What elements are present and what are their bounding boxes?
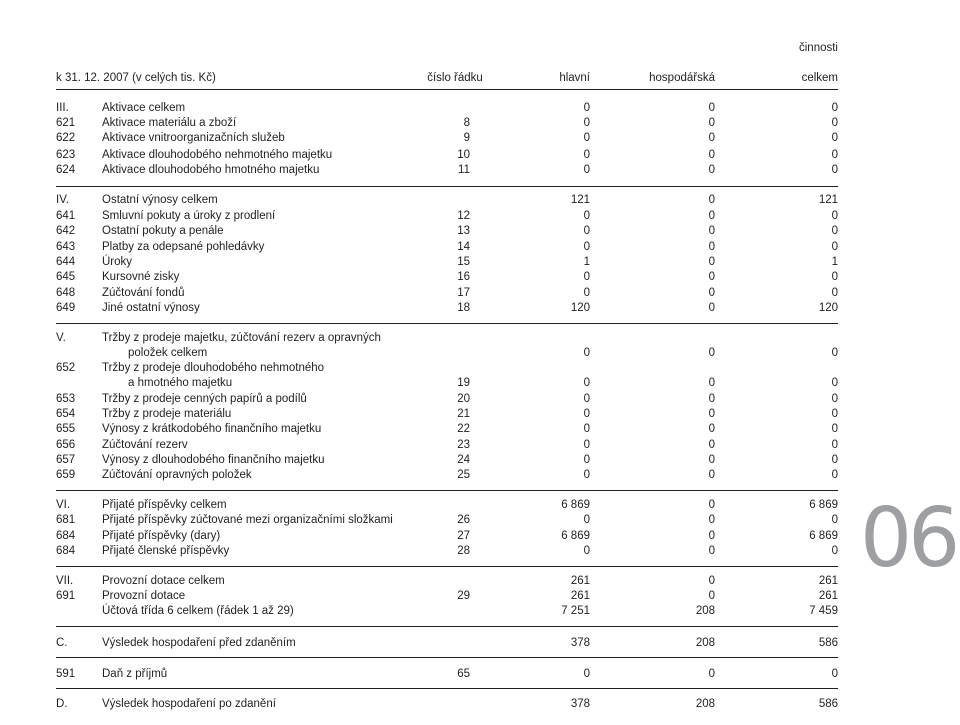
row-code: 644 bbox=[56, 256, 76, 268]
row-main: 0 bbox=[583, 377, 590, 389]
row-total: 0 bbox=[831, 377, 838, 389]
row-econ: 0 bbox=[708, 287, 715, 299]
row-code: 653 bbox=[56, 393, 76, 405]
row-econ: 208 bbox=[695, 605, 715, 617]
row-code: IV. bbox=[56, 194, 70, 206]
row-number: 18 bbox=[457, 302, 470, 314]
row-code: 624 bbox=[56, 164, 76, 176]
row-econ: 0 bbox=[708, 117, 715, 129]
row-main: 0 bbox=[583, 210, 590, 222]
row-total: 120 bbox=[818, 302, 838, 314]
row-main: 378 bbox=[570, 637, 590, 649]
row-main: 261 bbox=[570, 590, 590, 602]
row-label: Kursovné zisky bbox=[102, 271, 180, 283]
row-econ: 0 bbox=[708, 102, 715, 114]
row-label: Zúčtování rezerv bbox=[102, 439, 188, 451]
row-econ: 208 bbox=[695, 698, 715, 710]
row-label: Výsledek hospodaření po zdanění bbox=[102, 698, 276, 710]
row-main: 261 bbox=[570, 575, 590, 587]
header-col-main: hlavní bbox=[559, 72, 590, 84]
row-number: 19 bbox=[457, 377, 470, 389]
row-number: 14 bbox=[457, 241, 470, 253]
row-total: 0 bbox=[831, 347, 838, 359]
row-number: 28 bbox=[457, 545, 470, 557]
row-econ: 0 bbox=[708, 241, 715, 253]
row-number: 26 bbox=[457, 514, 470, 526]
row-total: 0 bbox=[831, 393, 838, 405]
row-total: 7 459 bbox=[809, 605, 838, 617]
row-code: 656 bbox=[56, 439, 76, 451]
row-code: 691 bbox=[56, 590, 76, 602]
row-code: VI. bbox=[56, 499, 71, 511]
row-main: 0 bbox=[583, 287, 590, 299]
row-main: 378 bbox=[570, 698, 590, 710]
row-label: Přijaté členské příspěvky bbox=[102, 545, 230, 557]
row-total: 586 bbox=[818, 637, 838, 649]
row-code: 681 bbox=[56, 514, 76, 526]
row-label: Přijaté příspěvky zúčtované mezi organizačními složkami bbox=[102, 514, 393, 526]
row-main: 0 bbox=[583, 514, 590, 526]
row-code: 623 bbox=[56, 149, 76, 161]
row-econ: 0 bbox=[708, 149, 715, 161]
row-number: 27 bbox=[457, 530, 470, 542]
row-total: 1 bbox=[831, 256, 838, 268]
row-label: Přijaté příspěvky celkem bbox=[102, 499, 227, 511]
row-main: 0 bbox=[583, 668, 590, 680]
row-main: 0 bbox=[583, 454, 590, 466]
section-divider bbox=[56, 657, 838, 658]
row-label: Aktivace dlouhodobého nehmotného majetku bbox=[102, 149, 333, 161]
row-total: 586 bbox=[818, 698, 838, 710]
row-code: 641 bbox=[56, 210, 76, 222]
row-code: 684 bbox=[56, 545, 76, 557]
row-main: 6 869 bbox=[561, 530, 590, 542]
row-code: 655 bbox=[56, 423, 76, 435]
row-number: 29 bbox=[457, 590, 470, 602]
header-top-right: činnosti bbox=[799, 42, 838, 54]
row-econ: 0 bbox=[708, 225, 715, 237]
row-econ: 0 bbox=[708, 499, 715, 511]
row-econ: 0 bbox=[708, 271, 715, 283]
row-label: Úroky bbox=[102, 256, 133, 268]
header-date: k 31. 12. 2007 (v celých tis. Kč) bbox=[56, 72, 216, 84]
row-code: C. bbox=[56, 637, 68, 649]
row-total: 0 bbox=[831, 241, 838, 253]
row-total: 0 bbox=[831, 454, 838, 466]
row-main: 0 bbox=[583, 149, 590, 161]
row-number: 65 bbox=[457, 668, 470, 680]
row-total: 0 bbox=[831, 164, 838, 176]
row-econ: 0 bbox=[708, 164, 715, 176]
row-number: 24 bbox=[457, 454, 470, 466]
row-econ: 0 bbox=[708, 377, 715, 389]
header-divider bbox=[56, 89, 838, 90]
row-label: Ostatní pokuty a penále bbox=[102, 225, 224, 237]
row-number: 8 bbox=[463, 117, 470, 129]
row-label: Jiné ostatní výnosy bbox=[102, 302, 200, 314]
row-main: 0 bbox=[583, 439, 590, 451]
row-number: 17 bbox=[457, 287, 470, 299]
row-label: Provozní dotace bbox=[102, 590, 186, 602]
row-econ: 0 bbox=[708, 393, 715, 405]
row-label: Výsledek hospodaření před zdaněním bbox=[102, 637, 296, 649]
row-label: Tržby z prodeje dlouhodobého nehmotného bbox=[102, 362, 325, 374]
row-total: 121 bbox=[818, 194, 838, 206]
row-label: Aktivace celkem bbox=[102, 102, 186, 114]
section-divider bbox=[56, 688, 838, 689]
row-total: 6 869 bbox=[809, 499, 838, 511]
row-code: 654 bbox=[56, 408, 76, 420]
row-number: 10 bbox=[457, 149, 470, 161]
row-total: 0 bbox=[831, 408, 838, 420]
row-label: a hmotného majetku bbox=[128, 377, 233, 389]
row-code: 657 bbox=[56, 454, 76, 466]
row-main: 1 bbox=[583, 256, 590, 268]
row-label: Zúčtování fondů bbox=[102, 287, 185, 299]
row-number: 20 bbox=[457, 393, 470, 405]
row-econ: 0 bbox=[708, 514, 715, 526]
row-label: Výnosy z dlouhodobého finančního majetku bbox=[102, 454, 325, 466]
row-total: 6 869 bbox=[809, 530, 838, 542]
row-econ: 0 bbox=[708, 256, 715, 268]
row-main: 0 bbox=[583, 271, 590, 283]
row-code: 645 bbox=[56, 271, 76, 283]
row-code: 591 bbox=[56, 668, 76, 680]
row-econ: 0 bbox=[708, 590, 715, 602]
section-divider bbox=[56, 566, 838, 567]
row-total: 261 bbox=[818, 590, 838, 602]
row-econ: 0 bbox=[708, 575, 715, 587]
row-total: 0 bbox=[831, 271, 838, 283]
row-code: V. bbox=[56, 332, 66, 344]
row-code: 643 bbox=[56, 241, 76, 253]
row-label: položek celkem bbox=[128, 347, 208, 359]
row-main: 0 bbox=[583, 469, 590, 481]
row-label: Tržby z prodeje materiálu bbox=[102, 408, 232, 420]
section-divider bbox=[56, 186, 838, 187]
row-code: VII. bbox=[56, 575, 74, 587]
section-number: 06 bbox=[860, 491, 957, 586]
section-divider bbox=[56, 323, 838, 324]
row-main: 0 bbox=[583, 408, 590, 420]
row-number: 22 bbox=[457, 423, 470, 435]
row-total: 0 bbox=[831, 132, 838, 144]
row-label: Platby za odepsané pohledávky bbox=[102, 241, 265, 253]
row-total: 261 bbox=[818, 575, 838, 587]
row-code: 622 bbox=[56, 132, 76, 144]
row-main: 0 bbox=[583, 164, 590, 176]
row-total: 0 bbox=[831, 423, 838, 435]
row-econ: 0 bbox=[708, 530, 715, 542]
header-col-econ: hospodářská bbox=[649, 72, 715, 84]
row-econ: 0 bbox=[708, 469, 715, 481]
row-econ: 0 bbox=[708, 439, 715, 451]
row-econ: 208 bbox=[695, 637, 715, 649]
row-main: 0 bbox=[583, 132, 590, 144]
row-econ: 0 bbox=[708, 347, 715, 359]
row-total: 0 bbox=[831, 102, 838, 114]
row-label: Tržby z prodeje cenných papírů a podílů bbox=[102, 393, 307, 405]
row-total: 0 bbox=[831, 117, 838, 129]
row-code: 684 bbox=[56, 530, 76, 542]
row-main: 7 251 bbox=[561, 605, 590, 617]
row-econ: 0 bbox=[708, 423, 715, 435]
row-main: 0 bbox=[583, 393, 590, 405]
row-label: Aktivace materiálu a zboží bbox=[102, 117, 237, 129]
row-code: 642 bbox=[56, 225, 76, 237]
row-main: 0 bbox=[583, 347, 590, 359]
row-total: 0 bbox=[831, 149, 838, 161]
row-number: 21 bbox=[457, 408, 470, 420]
row-code: 649 bbox=[56, 302, 76, 314]
row-main: 0 bbox=[583, 545, 590, 557]
row-code: 621 bbox=[56, 117, 76, 129]
row-label: Smluvní pokuty a úroky z prodlení bbox=[102, 210, 276, 222]
row-total: 0 bbox=[831, 545, 838, 557]
row-total: 0 bbox=[831, 287, 838, 299]
row-econ: 0 bbox=[708, 545, 715, 557]
row-main: 121 bbox=[570, 194, 590, 206]
row-number: 15 bbox=[457, 256, 470, 268]
row-total: 0 bbox=[831, 210, 838, 222]
row-total: 0 bbox=[831, 225, 838, 237]
row-number: 13 bbox=[457, 225, 470, 237]
row-number: 25 bbox=[457, 469, 470, 481]
section-divider bbox=[56, 626, 838, 627]
row-main: 6 869 bbox=[561, 499, 590, 511]
row-label: Ostatní výnosy celkem bbox=[102, 194, 218, 206]
row-label: Daň z příjmů bbox=[102, 668, 168, 680]
row-code: 652 bbox=[56, 362, 76, 374]
row-main: 0 bbox=[583, 423, 590, 435]
row-label: Výnosy z krátkodobého finančního majetku bbox=[102, 423, 322, 435]
row-econ: 0 bbox=[708, 210, 715, 222]
row-main: 120 bbox=[570, 302, 590, 314]
header-col-total: celkem bbox=[801, 72, 838, 84]
row-main: 0 bbox=[583, 102, 590, 114]
row-econ: 0 bbox=[708, 132, 715, 144]
row-code: 659 bbox=[56, 469, 76, 481]
row-label: Zúčtování opravných položek bbox=[102, 469, 252, 481]
row-total: 0 bbox=[831, 668, 838, 680]
row-code: D. bbox=[56, 698, 68, 710]
section-divider bbox=[56, 490, 838, 491]
row-label: Aktivace dlouhodobého hmotného majetku bbox=[102, 164, 320, 176]
row-econ: 0 bbox=[708, 194, 715, 206]
row-label: Přijaté příspěvky (dary) bbox=[102, 530, 221, 542]
row-number: 16 bbox=[457, 271, 470, 283]
row-number: 12 bbox=[457, 210, 470, 222]
row-total: 0 bbox=[831, 439, 838, 451]
row-label: Provozní dotace celkem bbox=[102, 575, 225, 587]
row-main: 0 bbox=[583, 225, 590, 237]
row-code: 648 bbox=[56, 287, 76, 299]
row-econ: 0 bbox=[708, 408, 715, 420]
row-label: Tržby z prodeje majetku, zúčtování rezerv a opravných bbox=[102, 332, 381, 344]
row-label: Aktivace vnitroorganizačních služeb bbox=[102, 132, 285, 144]
row-total: 0 bbox=[831, 469, 838, 481]
header-col-row: číslo řádku bbox=[427, 72, 483, 84]
row-econ: 0 bbox=[708, 302, 715, 314]
row-number: 9 bbox=[463, 132, 470, 144]
row-number: 11 bbox=[458, 164, 470, 176]
row-main: 0 bbox=[583, 117, 590, 129]
row-main: 0 bbox=[583, 241, 590, 253]
row-econ: 0 bbox=[708, 668, 715, 680]
row-total: 0 bbox=[831, 514, 838, 526]
row-econ: 0 bbox=[708, 454, 715, 466]
row-number: 23 bbox=[457, 439, 470, 451]
row-code: III. bbox=[56, 102, 69, 114]
row-label: Účtová třída 6 celkem (řádek 1 až 29) bbox=[102, 605, 294, 617]
